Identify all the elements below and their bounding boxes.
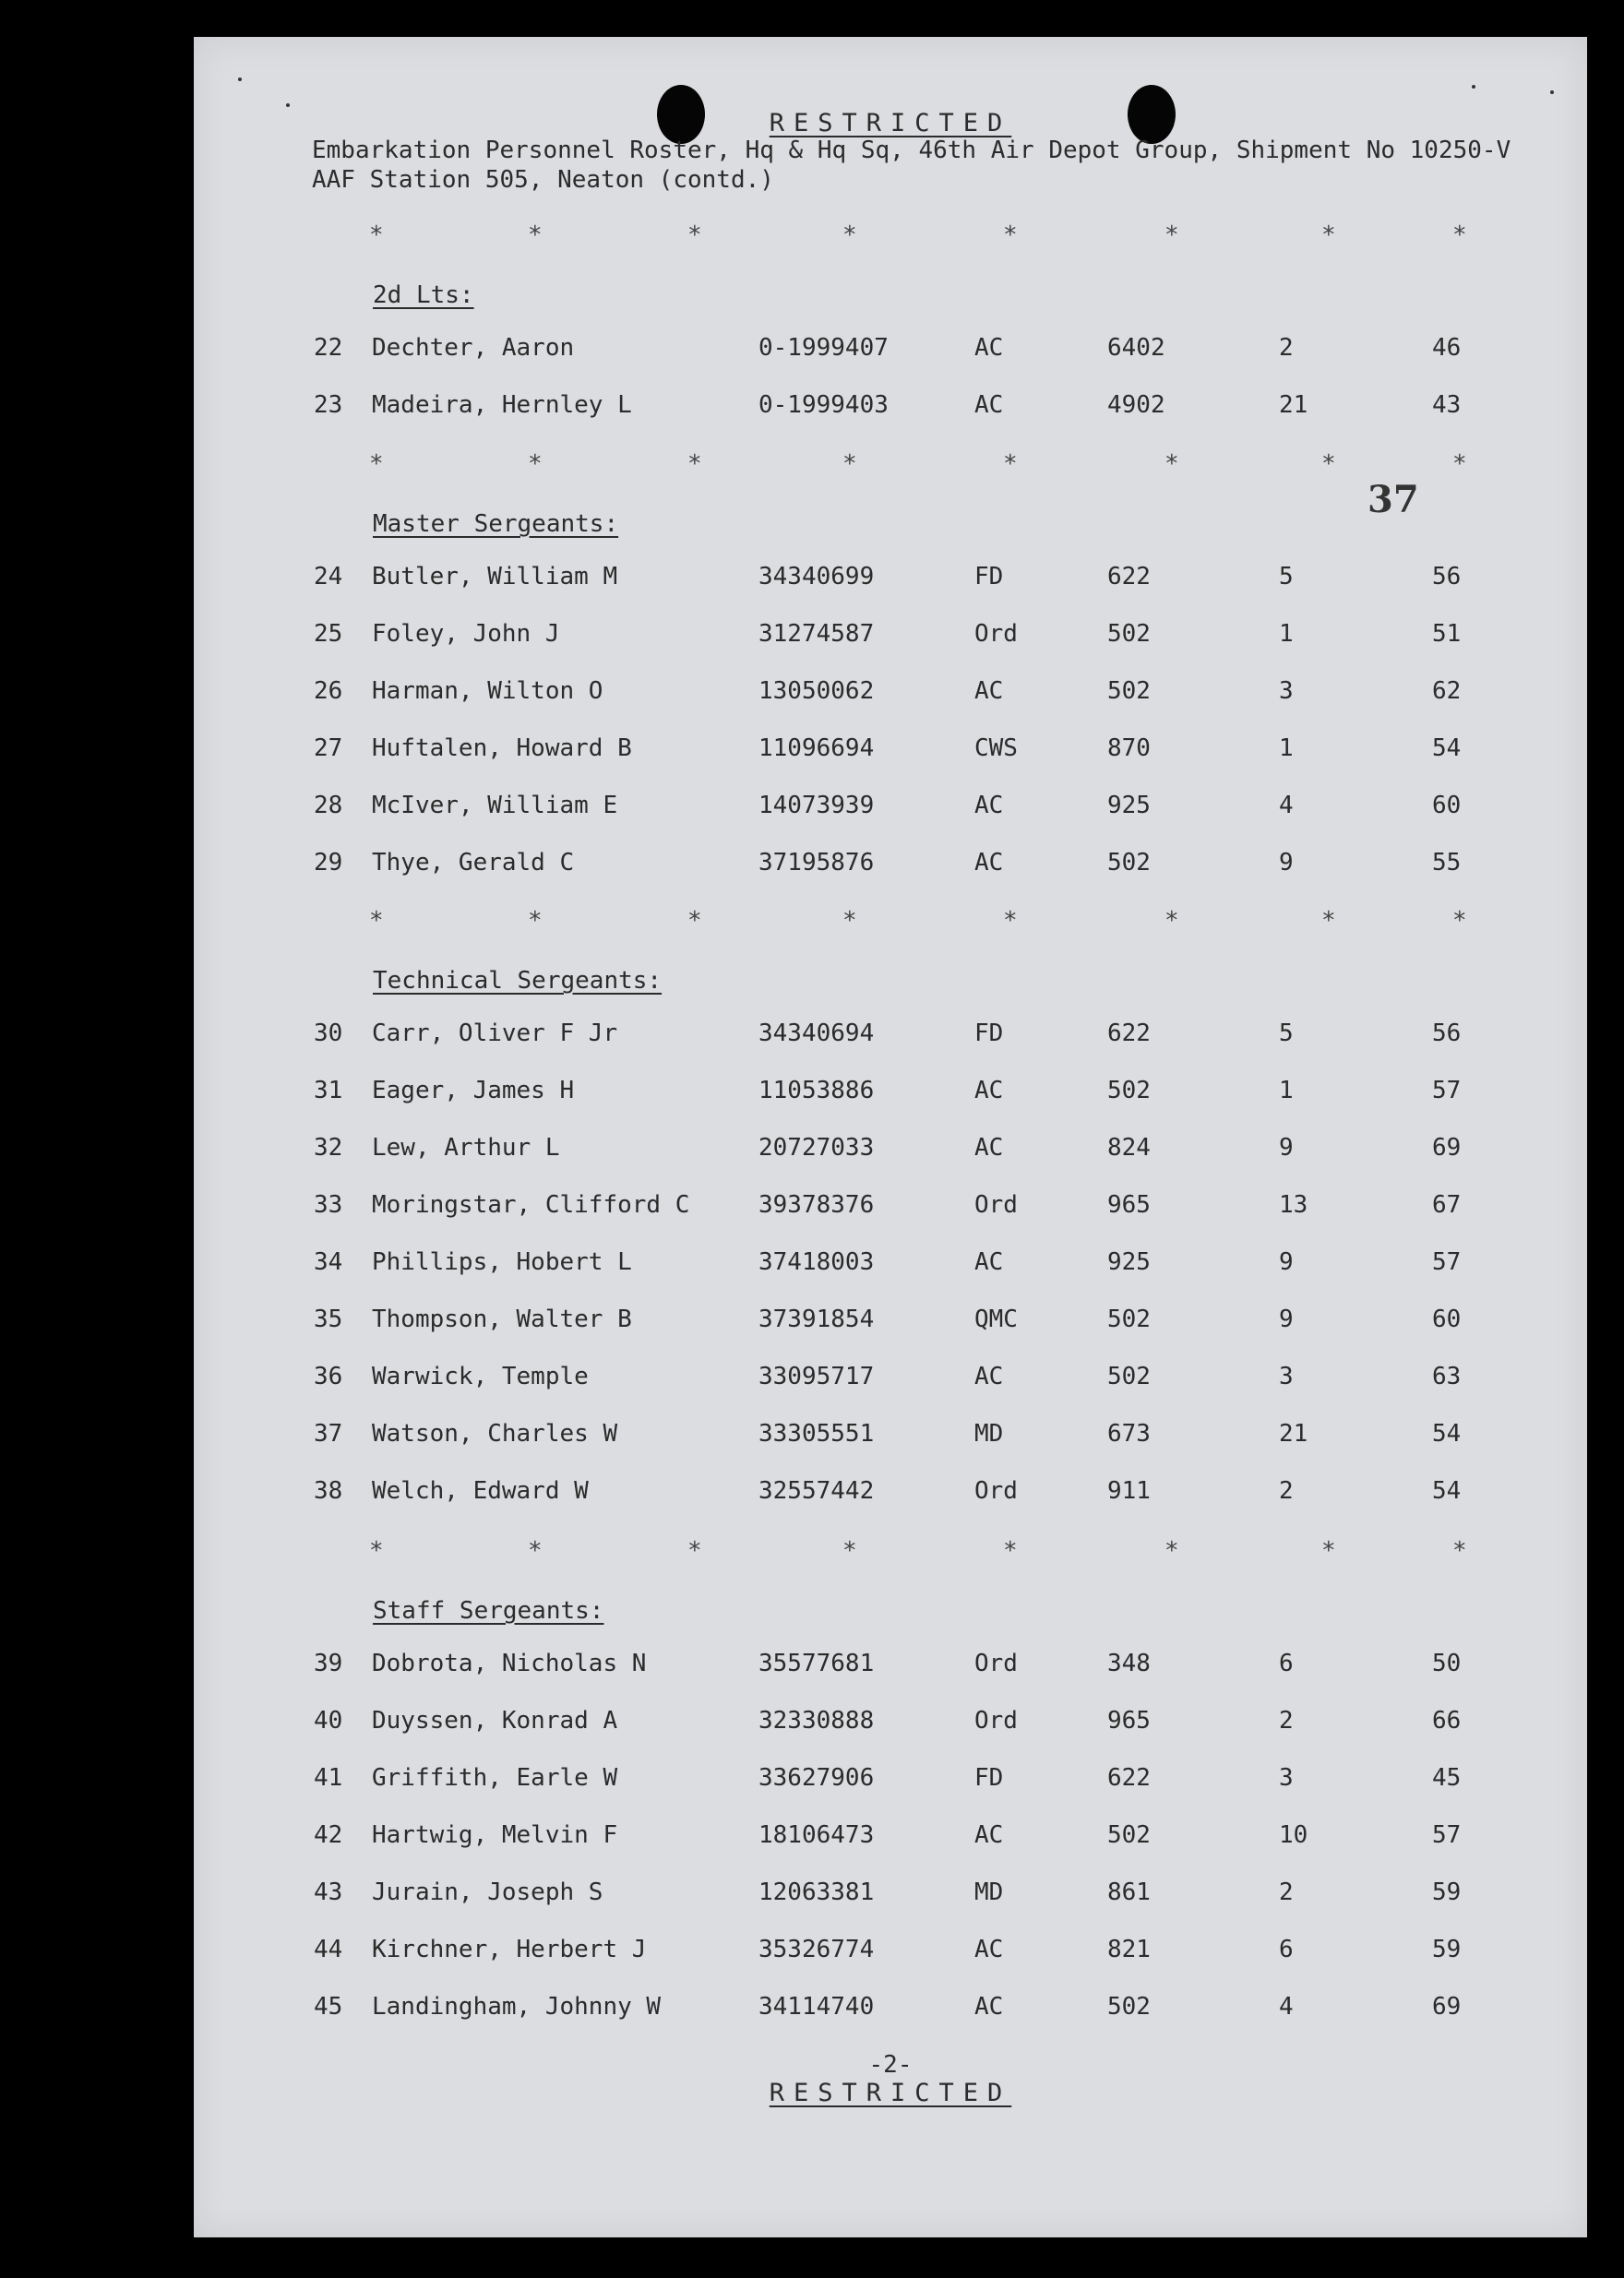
cell-serial: 39378376 <box>758 1191 875 1219</box>
cell-months: 6 <box>1279 1650 1294 1677</box>
star-glyph: * <box>842 1537 857 1565</box>
table-row <box>194 1650 1587 1687</box>
star-glyph: * <box>687 1537 702 1565</box>
cell-age: 54 <box>1432 1477 1462 1505</box>
cell-name: Welch, Edward W <box>372 1477 589 1505</box>
star-glyph: * <box>1003 907 1018 935</box>
cell-num: 33 <box>314 1191 343 1219</box>
header-line-2: AAF Station 505, Neaton (contd.) <box>312 166 774 194</box>
cell-age: 59 <box>1432 1878 1462 1906</box>
table-row <box>194 1477 1587 1514</box>
cell-serial: 0-1999403 <box>758 391 889 419</box>
cell-months: 2 <box>1279 334 1294 362</box>
cell-num: 31 <box>314 1077 343 1104</box>
cell-age: 54 <box>1432 734 1462 762</box>
star-glyph: * <box>1003 221 1018 249</box>
cell-months: 9 <box>1279 1248 1294 1276</box>
cell-arm: Ord <box>974 1191 1018 1219</box>
cell-mos: 502 <box>1107 1993 1151 2021</box>
cell-arm: FD <box>974 1020 1004 1047</box>
section-title: Master Sergeants: <box>373 510 619 538</box>
cell-arm: AC <box>974 792 1004 819</box>
cell-mos: 911 <box>1107 1477 1151 1505</box>
cell-months: 4 <box>1279 792 1294 819</box>
table-row <box>194 734 1587 771</box>
table-row <box>194 1363 1587 1400</box>
cell-months: 6 <box>1279 1936 1294 1963</box>
cell-mos: 502 <box>1107 1077 1151 1104</box>
cell-serial: 11053886 <box>758 1077 875 1104</box>
star-glyph: * <box>1164 221 1179 249</box>
cell-arm: AC <box>974 1936 1004 1963</box>
cell-arm: FD <box>974 1764 1004 1792</box>
cell-arm: Ord <box>974 1477 1018 1505</box>
cell-num: 26 <box>314 677 343 705</box>
cell-age: 59 <box>1432 1936 1462 1963</box>
cell-num: 44 <box>314 1936 343 1963</box>
cell-name: Phillips, Hobert L <box>372 1248 632 1276</box>
separator-stars <box>194 450 1587 478</box>
cell-arm: CWS <box>974 734 1018 762</box>
cell-name: Madeira, Hernley L <box>372 391 632 419</box>
cell-num: 41 <box>314 1764 343 1792</box>
cell-serial: 37418003 <box>758 1248 875 1276</box>
cell-mos: 502 <box>1107 1821 1151 1849</box>
speck <box>1472 85 1475 89</box>
cell-age: 51 <box>1432 620 1462 648</box>
cell-serial: 34340694 <box>758 1020 875 1047</box>
cell-num: 25 <box>314 620 343 648</box>
separator-stars <box>194 1537 1587 1565</box>
cell-age: 56 <box>1432 1020 1462 1047</box>
table-row <box>194 1821 1587 1858</box>
star-glyph: * <box>842 907 857 935</box>
cell-num: 24 <box>314 563 343 590</box>
cell-name: Foley, John J <box>372 620 560 648</box>
cell-age: 69 <box>1432 1993 1462 2021</box>
table-row <box>194 334 1587 371</box>
cell-num: 29 <box>314 849 343 877</box>
cell-serial: 0-1999407 <box>758 334 889 362</box>
cell-mos: 502 <box>1107 1306 1151 1333</box>
cell-arm: Ord <box>974 620 1018 648</box>
cell-age: 60 <box>1432 792 1462 819</box>
star-glyph: * <box>687 450 702 478</box>
table-row <box>194 620 1587 657</box>
cell-num: 37 <box>314 1420 343 1448</box>
cell-months: 3 <box>1279 1764 1294 1792</box>
cell-serial: 33305551 <box>758 1420 875 1448</box>
cell-age: 50 <box>1432 1650 1462 1677</box>
cell-mos: 925 <box>1107 1248 1151 1276</box>
cell-mos: 622 <box>1107 1020 1151 1047</box>
star-glyph: * <box>687 907 702 935</box>
cell-months: 1 <box>1279 1077 1294 1104</box>
star-glyph: * <box>842 221 857 249</box>
cell-arm: AC <box>974 1077 1004 1104</box>
table-row <box>194 1134 1587 1171</box>
star-glyph: * <box>1164 450 1179 478</box>
cell-name: Kirchner, Herbert J <box>372 1936 647 1963</box>
table-row <box>194 849 1587 886</box>
cell-age: 67 <box>1432 1191 1462 1219</box>
table-row <box>194 677 1587 714</box>
cell-name: Carr, Oliver F Jr <box>372 1020 618 1047</box>
cell-num: 22 <box>314 334 343 362</box>
cell-mos: 4902 <box>1107 391 1165 419</box>
cell-name: Thye, Gerald C <box>372 849 575 877</box>
cell-serial: 18106473 <box>758 1821 875 1849</box>
cell-serial: 12063381 <box>758 1878 875 1906</box>
cell-arm: AC <box>974 1363 1004 1390</box>
document-page <box>194 37 1587 2237</box>
cell-months: 3 <box>1279 1363 1294 1390</box>
table-row <box>194 1191 1587 1228</box>
handwritten-mark: 37 <box>1367 478 1419 521</box>
star-glyph: * <box>528 907 543 935</box>
cell-mos: 622 <box>1107 1764 1151 1792</box>
cell-arm: AC <box>974 1821 1004 1849</box>
cell-months: 10 <box>1279 1821 1308 1849</box>
cell-mos: 502 <box>1107 849 1151 877</box>
cell-months: 2 <box>1279 1878 1294 1906</box>
section-title: Staff Sergeants: <box>373 1597 604 1625</box>
cell-months: 13 <box>1279 1191 1308 1219</box>
cell-months: 2 <box>1279 1707 1294 1735</box>
cell-serial: 32557442 <box>758 1477 875 1505</box>
cell-age: 66 <box>1432 1707 1462 1735</box>
cell-arm: AC <box>974 677 1004 705</box>
star-glyph: * <box>1164 1537 1179 1565</box>
cell-serial: 34340699 <box>758 563 875 590</box>
cell-arm: Ord <box>974 1707 1018 1735</box>
cell-mos: 821 <box>1107 1936 1151 1963</box>
cell-age: 69 <box>1432 1134 1462 1162</box>
table-row <box>194 1993 1587 2030</box>
cell-num: 38 <box>314 1477 343 1505</box>
table-row <box>194 1248 1587 1285</box>
cell-arm: Ord <box>974 1650 1018 1677</box>
cell-num: 43 <box>314 1878 343 1906</box>
star-glyph: * <box>1003 1537 1018 1565</box>
cell-serial: 35577681 <box>758 1650 875 1677</box>
cell-serial: 20727033 <box>758 1134 875 1162</box>
star-glyph: * <box>1321 1537 1336 1565</box>
table-row <box>194 1077 1587 1114</box>
cell-num: 27 <box>314 734 343 762</box>
section-title: Technical Sergeants: <box>373 967 663 995</box>
cell-age: 46 <box>1432 334 1462 362</box>
speck <box>238 78 242 81</box>
cell-arm: FD <box>974 563 1004 590</box>
cell-mos: 348 <box>1107 1650 1151 1677</box>
cell-months: 4 <box>1279 1993 1294 2021</box>
header-line-1: Embarkation Personnel Roster, Hq & Hq Sq, 46th Air Depot Group, Shipment No 10250-V <box>312 137 1511 164</box>
star-glyph: * <box>1452 221 1467 249</box>
cell-name: McIver, William E <box>372 792 618 819</box>
cell-serial: 34114740 <box>758 1993 875 2021</box>
cell-mos: 861 <box>1107 1878 1151 1906</box>
cell-mos: 622 <box>1107 563 1151 590</box>
cell-arm: AC <box>974 334 1004 362</box>
cell-serial: 33627906 <box>758 1764 875 1792</box>
cell-name: Dobrota, Nicholas N <box>372 1650 647 1677</box>
cell-age: 57 <box>1432 1077 1462 1104</box>
star-glyph: * <box>1452 450 1467 478</box>
cell-num: 28 <box>314 792 343 819</box>
cell-mos: 673 <box>1107 1420 1151 1448</box>
table-row <box>194 792 1587 829</box>
cell-mos: 965 <box>1107 1191 1151 1219</box>
table-row <box>194 1306 1587 1342</box>
cell-age: 55 <box>1432 849 1462 877</box>
star-glyph: * <box>1164 907 1179 935</box>
cell-num: 32 <box>314 1134 343 1162</box>
cell-mos: 965 <box>1107 1707 1151 1735</box>
cell-age: 60 <box>1432 1306 1462 1333</box>
cell-name: Duyssen, Konrad A <box>372 1707 618 1735</box>
cell-serial: 13050062 <box>758 677 875 705</box>
cell-age: 57 <box>1432 1821 1462 1849</box>
cell-arm: AC <box>974 1134 1004 1162</box>
cell-months: 5 <box>1279 1020 1294 1047</box>
cell-num: 23 <box>314 391 343 419</box>
cell-months: 21 <box>1279 1420 1308 1448</box>
star-glyph: * <box>1321 221 1336 249</box>
star-glyph: * <box>1321 450 1336 478</box>
star-glyph: * <box>369 907 384 935</box>
cell-age: 56 <box>1432 563 1462 590</box>
speck <box>1550 90 1554 94</box>
cell-num: 42 <box>314 1821 343 1849</box>
cell-months: 9 <box>1279 1134 1294 1162</box>
cell-name: Landingham, Johnny W <box>372 1993 662 2021</box>
table-row <box>194 1936 1587 1973</box>
cell-months: 2 <box>1279 1477 1294 1505</box>
cell-age: 63 <box>1432 1363 1462 1390</box>
classification-top: RESTRICTED <box>769 109 1012 137</box>
cell-mos: 502 <box>1107 620 1151 648</box>
cell-mos: 6402 <box>1107 334 1165 362</box>
cell-months: 21 <box>1279 391 1308 419</box>
cell-months: 5 <box>1279 563 1294 590</box>
cell-age: 57 <box>1432 1248 1462 1276</box>
cell-age: 62 <box>1432 677 1462 705</box>
cell-serial: 14073939 <box>758 792 875 819</box>
cell-serial: 35326774 <box>758 1936 875 1963</box>
table-row <box>194 1707 1587 1744</box>
cell-name: Harman, Wilton O <box>372 677 603 705</box>
cell-name: Moringstar, Clifford C <box>372 1191 690 1219</box>
cell-arm: MD <box>974 1878 1004 1906</box>
cell-serial: 31274587 <box>758 620 875 648</box>
star-glyph: * <box>528 1537 543 1565</box>
star-glyph: * <box>369 221 384 249</box>
cell-name: Dechter, Aaron <box>372 334 575 362</box>
cell-name: Warwick, Temple <box>372 1363 589 1390</box>
table-row <box>194 563 1587 600</box>
cell-serial: 33095717 <box>758 1363 875 1390</box>
star-glyph: * <box>842 450 857 478</box>
cell-age: 43 <box>1432 391 1462 419</box>
cell-mos: 870 <box>1107 734 1151 762</box>
cell-num: 35 <box>314 1306 343 1333</box>
cell-num: 36 <box>314 1363 343 1390</box>
classification-bottom: RESTRICTED <box>769 2079 1012 2107</box>
cell-name: Watson, Charles W <box>372 1420 618 1448</box>
cell-arm: AC <box>974 1248 1004 1276</box>
cell-serial: 37391854 <box>758 1306 875 1333</box>
star-glyph: * <box>1452 1537 1467 1565</box>
table-row <box>194 1020 1587 1056</box>
cell-num: 45 <box>314 1993 343 2021</box>
page-number: -2- <box>868 2051 913 2079</box>
cell-serial: 32330888 <box>758 1707 875 1735</box>
cell-num: 30 <box>314 1020 343 1047</box>
cell-name: Butler, William M <box>372 563 618 590</box>
cell-name: Huftalen, Howard B <box>372 734 632 762</box>
cell-months: 1 <box>1279 620 1294 648</box>
star-glyph: * <box>528 221 543 249</box>
star-glyph: * <box>1003 450 1018 478</box>
cell-age: 45 <box>1432 1764 1462 1792</box>
star-glyph: * <box>369 1537 384 1565</box>
star-glyph: * <box>1321 907 1336 935</box>
cell-name: Thompson, Walter B <box>372 1306 632 1333</box>
cell-num: 34 <box>314 1248 343 1276</box>
table-row <box>194 1420 1587 1457</box>
star-glyph: * <box>369 450 384 478</box>
section-title: 2d Lts: <box>373 281 474 309</box>
cell-age: 54 <box>1432 1420 1462 1448</box>
cell-mos: 925 <box>1107 792 1151 819</box>
cell-arm: AC <box>974 391 1004 419</box>
table-row <box>194 1764 1587 1801</box>
separator-stars <box>194 907 1587 935</box>
cell-arm: QMC <box>974 1306 1018 1333</box>
separator-stars <box>194 221 1587 249</box>
cell-arm: AC <box>974 849 1004 877</box>
cell-months: 1 <box>1279 734 1294 762</box>
star-glyph: * <box>687 221 702 249</box>
cell-arm: MD <box>974 1420 1004 1448</box>
cell-serial: 11096694 <box>758 734 875 762</box>
cell-name: Lew, Arthur L <box>372 1134 560 1162</box>
cell-months: 3 <box>1279 677 1294 705</box>
cell-months: 9 <box>1279 849 1294 877</box>
speck <box>286 103 290 107</box>
cell-name: Eager, James H <box>372 1077 575 1104</box>
cell-serial: 37195876 <box>758 849 875 877</box>
cell-name: Hartwig, Melvin F <box>372 1821 618 1849</box>
cell-mos: 824 <box>1107 1134 1151 1162</box>
cell-arm: AC <box>974 1993 1004 2021</box>
star-glyph: * <box>528 450 543 478</box>
cell-mos: 502 <box>1107 1363 1151 1390</box>
cell-name: Griffith, Earle W <box>372 1764 618 1792</box>
cell-mos: 502 <box>1107 677 1151 705</box>
cell-num: 40 <box>314 1707 343 1735</box>
table-row <box>194 1878 1587 1915</box>
star-glyph: * <box>1452 907 1467 935</box>
table-row <box>194 391 1587 428</box>
cell-num: 39 <box>314 1650 343 1677</box>
cell-months: 9 <box>1279 1306 1294 1333</box>
cell-name: Jurain, Joseph S <box>372 1878 603 1906</box>
